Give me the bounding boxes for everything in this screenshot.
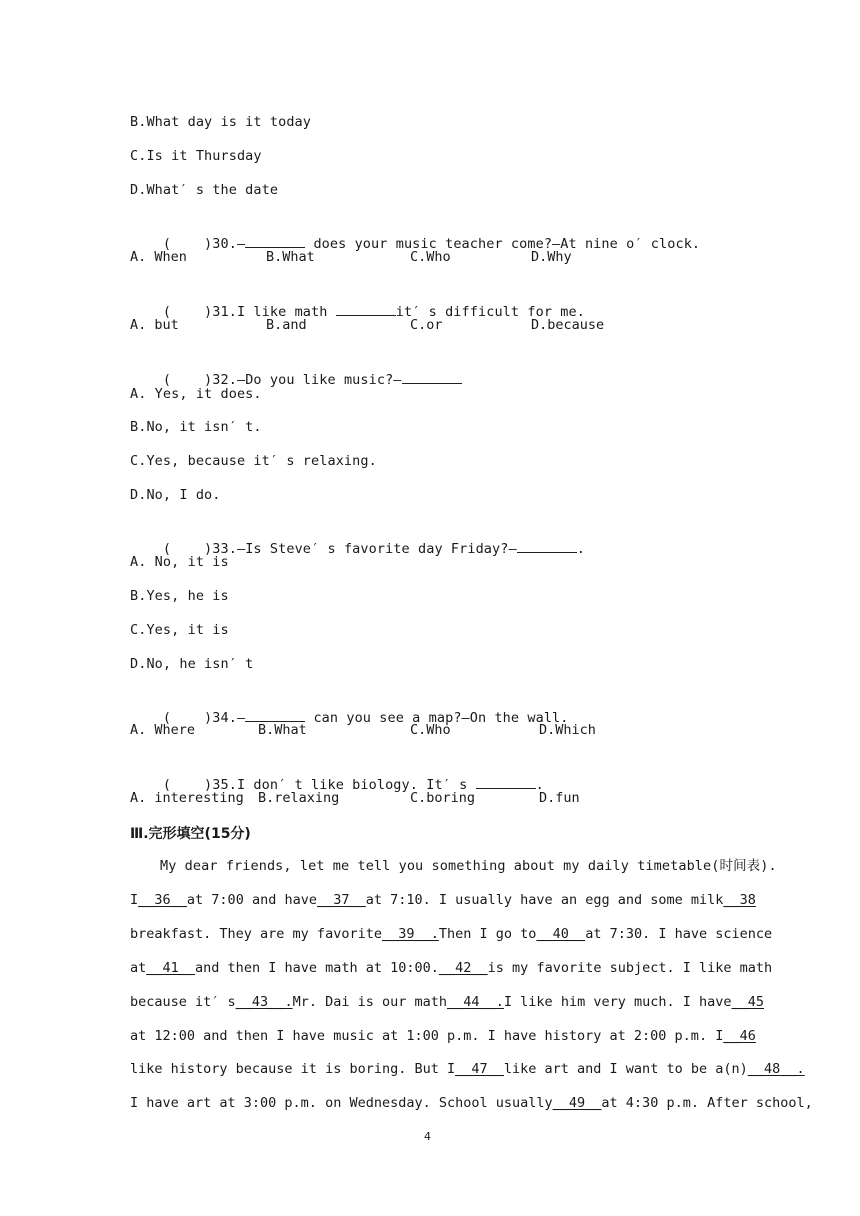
q30-option-d: D.Why [531, 249, 572, 265]
q32-text-pre: 32.—Do you like music?— [212, 372, 402, 388]
answer-paren: ( ) [162, 777, 213, 793]
cloze-text: I [130, 892, 139, 908]
q34-option-a: A. Where [130, 722, 196, 738]
cloze-blank-36: __36__ [138, 892, 187, 908]
q30-option-b: B.What [266, 249, 315, 265]
cloze-blank-49: __49__ [552, 1095, 602, 1111]
cloze-blank-42: __42__ [438, 960, 488, 976]
cloze-blank-45: __45 [731, 994, 765, 1010]
q29-option-b: B.What day is it today [130, 114, 312, 130]
q31-option-d: D.because [531, 317, 605, 333]
cloze-text: because it′ s [130, 994, 236, 1010]
q35-text-post: . [535, 777, 544, 793]
q34-option-d: D.Which [539, 722, 596, 738]
answer-blank [402, 369, 462, 384]
cloze-text: like art and I want to be a(n) [503, 1061, 748, 1077]
answer-paren: ( ) [162, 372, 213, 388]
answer-blank [245, 707, 305, 722]
cloze-text: I have art at 3:00 p.m. on Wednesday. School usually [130, 1095, 553, 1111]
q30-text-pre: 30.— [212, 236, 246, 252]
q34-text-pre: 34.— [212, 710, 246, 726]
cloze-line-4 [130, 959, 773, 977]
answer-paren: ( ) [162, 304, 213, 320]
answer-blank [517, 538, 577, 553]
cloze-blank-48: __48__. [747, 1061, 805, 1077]
answer-blank [336, 301, 396, 316]
q34-text-post: can you see a map?—On the wall. [305, 710, 569, 726]
q33-option-d: D.No, he isn′ t [130, 656, 254, 672]
q31-text-post: it′ s difficult for me. [395, 304, 585, 320]
cloze-blank-44: __44__. [447, 994, 504, 1010]
q31-option-c: C.or [410, 317, 443, 333]
q32-option-d: D.No, I do. [130, 487, 221, 503]
q30-text-post: does your music teacher come?—At nine o′ clock. [305, 236, 701, 252]
q33-option-c: C.Yes, it is [130, 622, 229, 638]
q35-option-c: C.boring [410, 790, 476, 806]
cloze-text: at 12:00 and then I have music at 1:00 p.m. I have history at 2:00 p.m. I [130, 1028, 724, 1044]
cloze-text: Then I go to [438, 926, 537, 942]
q35-text-pre: 35.I don′ t like biology. It′ s [212, 777, 476, 793]
section-heading: Ⅲ.完形填空(15分) [130, 826, 251, 842]
cloze-blank-37: __37__ [316, 892, 366, 908]
cloze-text: I like him very much. I have [503, 994, 732, 1010]
cloze-blank-40: __40__ [536, 926, 586, 942]
q31-option-b: B.and [266, 317, 307, 333]
cloze-text: Mr. Dai is our math [292, 994, 448, 1010]
cloze-text: at [130, 960, 147, 976]
q34-option-b: B.What [258, 722, 307, 738]
q34-stem [130, 689, 569, 745]
cloze-line-8 [130, 1094, 813, 1112]
cloze-blank-43: __43__. [235, 994, 293, 1010]
q35-option-b: B.relaxing [258, 790, 340, 806]
answer-paren: ( ) [162, 710, 213, 726]
q33-option-b: B.Yes, he is [130, 588, 229, 604]
cloze-blank-47: __47__ [455, 1061, 504, 1077]
cloze-text: breakfast. They are my favorite [130, 926, 382, 942]
q32-option-b: B.No, it isn′ t. [130, 419, 262, 435]
cloze-line-3 [130, 925, 773, 943]
q35-option-d: D.fun [539, 790, 580, 806]
q29-option-d: D.What′ s the date [130, 182, 279, 198]
cloze-line-6 [130, 1027, 756, 1045]
cloze-blank-38: __38 [723, 892, 756, 908]
answer-paren: ( ) [162, 236, 213, 252]
cloze-text: at 7:00 and have [186, 892, 317, 908]
q34-option-c: C.Who [410, 722, 451, 738]
page-number: 4 [424, 1130, 431, 1143]
q31-option-a: A. but [130, 317, 179, 333]
cloze-text: and then I have math at 10:00. [195, 960, 439, 976]
cloze-text: at 7:10. I usually have an egg and some milk [365, 892, 724, 908]
q31-text-pre: 31.I like math [212, 304, 336, 320]
q33-text-pre: 33.—Is Steve′ s favorite day Friday?— [212, 541, 517, 557]
cloze-line-5 [130, 993, 765, 1011]
cloze-text: like history because it is boring. But I [130, 1061, 456, 1077]
q33-text-post: . [576, 541, 585, 557]
q29-option-c: C.Is it Thursday [130, 148, 262, 164]
answer-paren: ( ) [162, 541, 213, 557]
q35-option-a: A. interesting [130, 790, 244, 806]
q32-option-c: C.Yes, because it′ s relaxing. [130, 453, 377, 469]
q30-option-a: A. When [130, 249, 187, 265]
cloze-line-7 [130, 1060, 805, 1078]
q32-option-a: A. Yes, it does. [130, 386, 262, 402]
answer-blank [245, 233, 305, 248]
cloze-blank-39: __39__. [381, 926, 439, 942]
cloze-text: at 7:30. I have science [585, 926, 773, 942]
cloze-line-1: My dear friends, let me tell you something about my daily timetable(时间表). [160, 858, 777, 874]
cloze-text: at 4:30 p.m. After school, [601, 1095, 813, 1111]
cloze-text: is my favorite subject. I like math [487, 960, 773, 976]
q33-option-a: A. No, it is [130, 554, 229, 570]
answer-blank [476, 774, 536, 789]
cloze-blank-46: __46 [723, 1028, 756, 1044]
q30-option-c: C.Who [410, 249, 451, 265]
cloze-blank-41: __41__ [146, 960, 196, 976]
q31-stem [130, 283, 585, 339]
cloze-line-2 [130, 891, 756, 909]
